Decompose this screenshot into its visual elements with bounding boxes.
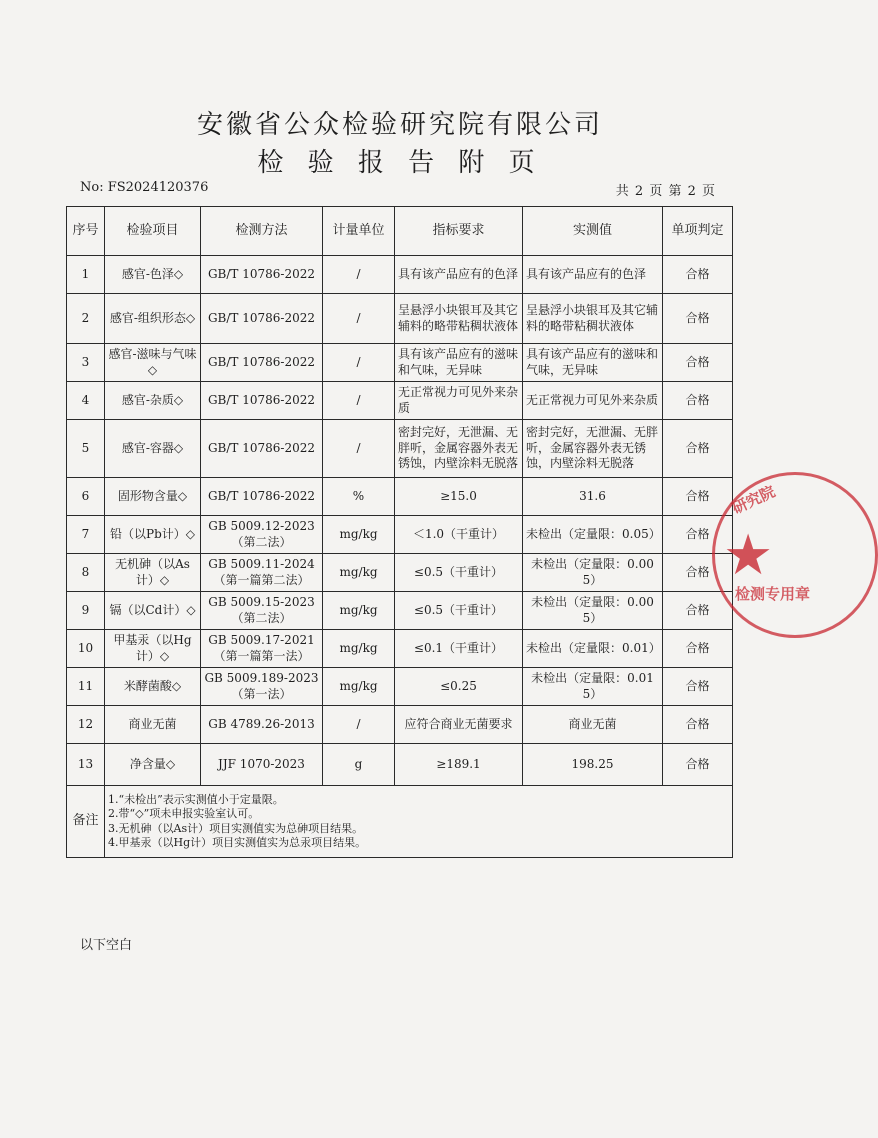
table-row (67, 344, 733, 382)
row-requirement: ＜1.0（干重计） (395, 516, 523, 554)
row-no: 9 (67, 592, 105, 630)
col-header-verdict: 单项判定 (663, 207, 733, 256)
row-result: 未检出（定量限：0.005） (523, 554, 663, 592)
row-requirement: 密封完好，无泄漏、无胖听，金属容器外表无锈蚀，内壁涂料无脱落 (395, 420, 523, 478)
row-item: 固形物含量◇ (105, 478, 201, 516)
row-no: 6 (67, 478, 105, 516)
seal-text-top: 研究院 (729, 482, 778, 518)
row-unit: g (323, 744, 395, 786)
note-line: 2.带“◇”项未申报实验室认可。 (108, 807, 260, 821)
row-item: 感官-组织形态◇ (105, 294, 201, 344)
col-header-result: 实测值 (523, 207, 663, 256)
row-verdict: 合格 (663, 744, 733, 786)
page-info: 共 2 页 第 2 页 (615, 184, 716, 199)
row-no: 13 (67, 744, 105, 786)
row-result: 商业无菌 (523, 706, 663, 744)
col-header-no: 序号 (67, 207, 105, 256)
notes-row (67, 786, 733, 858)
notes-content (105, 786, 733, 858)
row-no: 12 (67, 706, 105, 744)
row-method: GB 5009.11-2024（第一篇第二法） (201, 554, 323, 592)
row-method: GB 5009.189-2023（第一法） (201, 668, 323, 706)
row-item: 感官-滋味与气味◇ (105, 344, 201, 382)
row-method: GB 5009.12-2023（第二法） (201, 516, 323, 554)
row-requirement: ≥189.1 (395, 744, 523, 786)
table-row (67, 744, 733, 786)
table-row (67, 294, 733, 344)
row-verdict: 合格 (663, 630, 733, 668)
notes-label: 备注 (67, 786, 105, 858)
seal-star-icon: ★ (723, 523, 774, 588)
row-no: 8 (67, 554, 105, 592)
row-unit: / (323, 256, 395, 294)
col-header-item: 检验项目 (105, 207, 201, 256)
row-item: 镉（以Cd计）◇ (105, 592, 201, 630)
table-row (67, 478, 733, 516)
row-no: 2 (67, 294, 105, 344)
institute-title: 安徽省公众检验研究院有限公司 (196, 110, 603, 140)
row-result: 呈悬浮小块银耳及其它辅料的略带粘稠状液体 (523, 294, 663, 344)
row-result: 密封完好，无泄漏、无胖听，金属容器外表无锈蚀，内壁涂料无脱落 (523, 420, 663, 478)
table-row (67, 668, 733, 706)
row-item: 感官-色泽◇ (105, 256, 201, 294)
row-unit: mg/kg (323, 592, 395, 630)
row-no: 7 (67, 516, 105, 554)
row-item: 铅（以Pb计）◇ (105, 516, 201, 554)
row-unit: % (323, 478, 395, 516)
row-unit: mg/kg (323, 516, 395, 554)
row-verdict: 合格 (663, 516, 733, 554)
col-header-method: 检测方法 (201, 207, 323, 256)
seal-text-bottom: 检测专用章 (735, 585, 811, 603)
row-verdict: 合格 (663, 382, 733, 420)
row-method: GB 5009.15-2023（第二法） (201, 592, 323, 630)
report-number: No: FS2024120376 (80, 180, 209, 195)
row-verdict: 合格 (663, 706, 733, 744)
row-unit: / (323, 706, 395, 744)
row-no: 5 (67, 420, 105, 478)
row-result: 具有该产品应有的滋味和气味，无异味 (523, 344, 663, 382)
table-row (67, 382, 733, 420)
row-requirement: 具有该产品应有的滋味和气味，无异味 (395, 344, 523, 382)
row-verdict: 合格 (663, 344, 733, 382)
row-requirement: ≤0.25 (395, 668, 523, 706)
row-requirement: ≤0.1（干重计） (395, 630, 523, 668)
table-row (67, 554, 733, 592)
table-row (67, 516, 733, 554)
row-unit: / (323, 420, 395, 478)
seal-stamp (712, 460, 811, 640)
row-item: 净含量◇ (105, 744, 201, 786)
note-line: 4.甲基汞（以Hg计）项目实测值实为总汞项目结果。 (108, 835, 367, 849)
row-verdict: 合格 (663, 554, 733, 592)
row-method: GB 4789.26-2013 (201, 706, 323, 744)
row-item: 米酵菌酸◇ (105, 668, 201, 706)
row-unit: / (323, 382, 395, 420)
row-requirement: 呈悬浮小块银耳及其它辅料的略带粘稠状液体 (395, 294, 523, 344)
row-verdict: 合格 (663, 294, 733, 344)
inspection-table (66, 206, 733, 858)
row-result: 具有该产品应有的色泽 (523, 256, 663, 294)
row-method: GB/T 10786-2022 (201, 382, 323, 420)
row-verdict: 合格 (663, 478, 733, 516)
row-item: 无机砷（以As计）◇ (105, 554, 201, 592)
row-result: 未检出（定量限：0.005） (523, 592, 663, 630)
row-requirement: ≤0.5（干重计） (395, 592, 523, 630)
row-unit: / (323, 344, 395, 382)
row-requirement: 应符合商业无菌要求 (395, 706, 523, 744)
seal-circle (712, 472, 878, 638)
row-method: GB 5009.17-2021（第一篇第一法） (201, 630, 323, 668)
row-unit: mg/kg (323, 630, 395, 668)
table-row (67, 420, 733, 478)
table-row (67, 592, 733, 630)
row-no: 10 (67, 630, 105, 668)
row-method: GB/T 10786-2022 (201, 420, 323, 478)
row-result: 31.6 (523, 478, 663, 516)
row-unit: / (323, 294, 395, 344)
row-verdict: 合格 (663, 592, 733, 630)
row-no: 3 (67, 344, 105, 382)
blank-below-note: 以下空白 (80, 938, 133, 953)
note-line: 3.无机砷（以As计）项目实测值实为总砷项目结果。 (108, 821, 364, 835)
row-method: GB/T 10786-2022 (201, 478, 323, 516)
row-unit: mg/kg (323, 554, 395, 592)
row-requirement: ≥15.0 (395, 478, 523, 516)
row-method: GB/T 10786-2022 (201, 344, 323, 382)
col-header-requirement: 指标要求 (395, 207, 523, 256)
row-unit: mg/kg (323, 668, 395, 706)
row-result: 未检出（定量限：0.015） (523, 668, 663, 706)
table-row (67, 706, 733, 744)
table-header-row (67, 207, 733, 256)
row-requirement: 具有该产品应有的色泽 (395, 256, 523, 294)
row-requirement: 无正常视力可见外来杂质 (395, 382, 523, 420)
row-result: 无正常视力可见外来杂质 (523, 382, 663, 420)
row-item: 感官-杂质◇ (105, 382, 201, 420)
row-no: 11 (67, 668, 105, 706)
col-header-unit: 计量单位 (323, 207, 395, 256)
row-method: GB/T 10786-2022 (201, 256, 323, 294)
row-result: 198.25 (523, 744, 663, 786)
row-method: GB/T 10786-2022 (201, 294, 323, 344)
row-no: 1 (67, 256, 105, 294)
row-verdict: 合格 (663, 256, 733, 294)
row-requirement: ≤0.5（干重计） (395, 554, 523, 592)
row-result: 未检出（定量限：0.05） (523, 516, 663, 554)
row-result: 未检出（定量限：0.01） (523, 630, 663, 668)
row-verdict: 合格 (663, 420, 733, 478)
note-line: 1.“未检出”表示实测值小于定量限。 (108, 792, 284, 806)
row-method: JJF 1070-2023 (201, 744, 323, 786)
row-verdict: 合格 (663, 668, 733, 706)
table-row (67, 256, 733, 294)
row-no: 4 (67, 382, 105, 420)
report-subtitle: 检 验 报 告 附 页 (257, 148, 543, 178)
row-item: 感官-容器◇ (105, 420, 201, 478)
row-item: 甲基汞（以Hg计）◇ (105, 630, 201, 668)
table-row (67, 630, 733, 668)
row-item: 商业无菌 (105, 706, 201, 744)
